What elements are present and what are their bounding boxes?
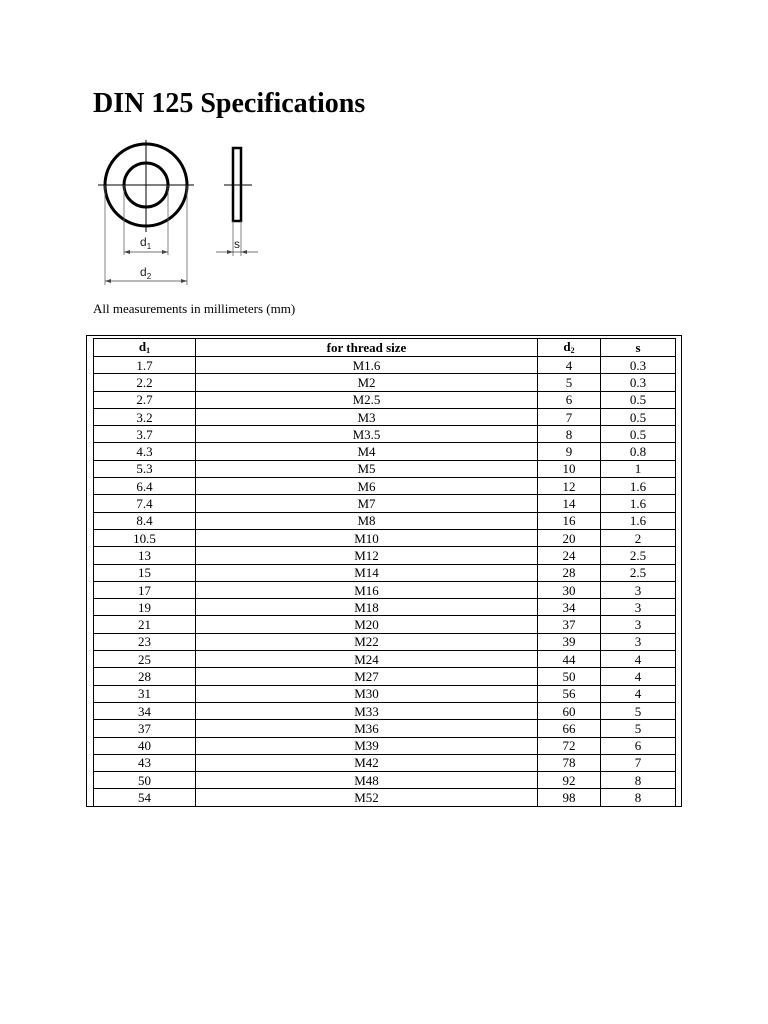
cell-thread-size: M39 bbox=[196, 737, 538, 754]
cell-thread-size: M33 bbox=[196, 702, 538, 719]
cell-thread-size: M2.5 bbox=[196, 391, 538, 408]
s-label: s bbox=[234, 237, 240, 251]
header-d2: $d_2$ bbox=[538, 339, 601, 357]
cell-thread-size: M42 bbox=[196, 754, 538, 771]
cell-s: 3 bbox=[601, 616, 676, 633]
cell-d2: 24 bbox=[538, 547, 601, 564]
cell-d1: 2.7 bbox=[94, 391, 196, 408]
cell-s: 3 bbox=[601, 599, 676, 616]
cell-s: 4 bbox=[601, 668, 676, 685]
cell-thread-size: M5 bbox=[196, 460, 538, 477]
cell-thread-size: M3.5 bbox=[196, 426, 538, 443]
table-body bbox=[94, 357, 676, 807]
cell-d2: 12 bbox=[538, 478, 601, 495]
header-thread-size: for thread size bbox=[196, 339, 538, 357]
cell-thread-size: M6 bbox=[196, 478, 538, 495]
d1-label: $d_1$ bbox=[140, 235, 152, 251]
table-row bbox=[94, 357, 676, 374]
cell-d1: 25 bbox=[94, 651, 196, 668]
cell-d2: 66 bbox=[538, 720, 601, 737]
cell-d1: 6.4 bbox=[94, 478, 196, 495]
cell-d2: 92 bbox=[538, 772, 601, 789]
cell-s: 1 bbox=[601, 460, 676, 477]
cell-d1: 19 bbox=[94, 599, 196, 616]
table-row bbox=[94, 426, 676, 443]
table-row bbox=[94, 443, 676, 460]
table-row bbox=[94, 702, 676, 719]
cell-s: 1.6 bbox=[601, 512, 676, 529]
cell-thread-size: M22 bbox=[196, 633, 538, 650]
cell-d1: 3.2 bbox=[94, 408, 196, 425]
table-row bbox=[94, 754, 676, 771]
table-header-row bbox=[94, 339, 676, 357]
cell-d2: 98 bbox=[538, 789, 601, 806]
cell-thread-size: M52 bbox=[196, 789, 538, 806]
cell-d1: 2.2 bbox=[94, 374, 196, 391]
washer-drawing bbox=[92, 140, 272, 290]
cell-d1: 8.4 bbox=[94, 512, 196, 529]
header-s: s bbox=[601, 339, 676, 357]
cell-d1: 15 bbox=[94, 564, 196, 581]
table-row bbox=[94, 460, 676, 477]
cell-s: 3 bbox=[601, 633, 676, 650]
cell-s: 0.3 bbox=[601, 357, 676, 374]
cell-s: 5 bbox=[601, 720, 676, 737]
cell-s: 0.3 bbox=[601, 374, 676, 391]
table-row bbox=[94, 495, 676, 512]
cell-d2: 8 bbox=[538, 426, 601, 443]
cell-d2: 20 bbox=[538, 529, 601, 546]
cell-s: 8 bbox=[601, 789, 676, 806]
cell-s: 0.5 bbox=[601, 426, 676, 443]
d2-label: $d_2$ bbox=[140, 265, 152, 281]
cell-s: 8 bbox=[601, 772, 676, 789]
cell-thread-size: M8 bbox=[196, 512, 538, 529]
cell-thread-size: M16 bbox=[196, 581, 538, 598]
cell-d2: 5 bbox=[538, 374, 601, 391]
table-row bbox=[94, 668, 676, 685]
cell-d2: 4 bbox=[538, 357, 601, 374]
table-row bbox=[94, 512, 676, 529]
cell-thread-size: M3 bbox=[196, 408, 538, 425]
cell-d2: 30 bbox=[538, 581, 601, 598]
cell-s: 0.8 bbox=[601, 443, 676, 460]
cell-d2: 28 bbox=[538, 564, 601, 581]
spec-table bbox=[93, 338, 676, 807]
table-row bbox=[94, 599, 676, 616]
table-row bbox=[94, 651, 676, 668]
cell-s: 0.5 bbox=[601, 408, 676, 425]
cell-thread-size: M18 bbox=[196, 599, 538, 616]
cell-thread-size: M24 bbox=[196, 651, 538, 668]
table-row bbox=[94, 478, 676, 495]
cell-d2: 37 bbox=[538, 616, 601, 633]
cell-s: 2 bbox=[601, 529, 676, 546]
cell-thread-size: M48 bbox=[196, 772, 538, 789]
cell-s: 1.6 bbox=[601, 478, 676, 495]
washer-front-view bbox=[98, 140, 194, 285]
cell-d1: 43 bbox=[94, 754, 196, 771]
cell-thread-size: M36 bbox=[196, 720, 538, 737]
cell-thread-size: M7 bbox=[196, 495, 538, 512]
cell-d2: 14 bbox=[538, 495, 601, 512]
cell-s: 4 bbox=[601, 685, 676, 702]
page-title: DIN 125 Specifications bbox=[93, 88, 366, 119]
cell-thread-size: M20 bbox=[196, 616, 538, 633]
cell-d1: 28 bbox=[94, 668, 196, 685]
table-row bbox=[94, 581, 676, 598]
cell-d1: 31 bbox=[94, 685, 196, 702]
cell-d1: 3.7 bbox=[94, 426, 196, 443]
cell-thread-size: M4 bbox=[196, 443, 538, 460]
cell-thread-size: M27 bbox=[196, 668, 538, 685]
table-row bbox=[94, 564, 676, 581]
cell-d2: 44 bbox=[538, 651, 601, 668]
units-note: All measurements in millimeters (mm) bbox=[93, 301, 296, 316]
cell-s: 6 bbox=[601, 737, 676, 754]
cell-d1: 7.4 bbox=[94, 495, 196, 512]
cell-s: 3 bbox=[601, 581, 676, 598]
cell-s: 2.5 bbox=[601, 547, 676, 564]
cell-thread-size: M30 bbox=[196, 685, 538, 702]
cell-d1: 13 bbox=[94, 547, 196, 564]
cell-thread-size: M1.6 bbox=[196, 357, 538, 374]
table-row bbox=[94, 408, 676, 425]
table-row bbox=[94, 374, 676, 391]
cell-thread-size: M12 bbox=[196, 547, 538, 564]
cell-s: 0.5 bbox=[601, 391, 676, 408]
cell-s: 4 bbox=[601, 651, 676, 668]
cell-d1: 21 bbox=[94, 616, 196, 633]
table-row bbox=[94, 789, 676, 806]
cell-d2: 39 bbox=[538, 633, 601, 650]
cell-thread-size: M2 bbox=[196, 374, 538, 391]
cell-d1: 10.5 bbox=[94, 529, 196, 546]
cell-d2: 78 bbox=[538, 754, 601, 771]
cell-d2: 16 bbox=[538, 512, 601, 529]
cell-d2: 50 bbox=[538, 668, 601, 685]
table-row bbox=[94, 529, 676, 546]
cell-s: 2.5 bbox=[601, 564, 676, 581]
cell-thread-size: M14 bbox=[196, 564, 538, 581]
table-row bbox=[94, 720, 676, 737]
cell-d2: 60 bbox=[538, 702, 601, 719]
cell-d2: 9 bbox=[538, 443, 601, 460]
cell-d1: 5.3 bbox=[94, 460, 196, 477]
cell-d1: 34 bbox=[94, 702, 196, 719]
cell-d2: 7 bbox=[538, 408, 601, 425]
cell-d2: 72 bbox=[538, 737, 601, 754]
table-row bbox=[94, 391, 676, 408]
cell-s: 7 bbox=[601, 754, 676, 771]
table-row bbox=[94, 547, 676, 564]
cell-d2: 34 bbox=[538, 599, 601, 616]
cell-d1: 50 bbox=[94, 772, 196, 789]
table-row bbox=[94, 633, 676, 650]
cell-s: 1.6 bbox=[601, 495, 676, 512]
cell-d1: 23 bbox=[94, 633, 196, 650]
cell-d1: 40 bbox=[94, 737, 196, 754]
cell-d2: 56 bbox=[538, 685, 601, 702]
table-row bbox=[94, 737, 676, 754]
cell-d1: 54 bbox=[94, 789, 196, 806]
cell-thread-size: M10 bbox=[196, 529, 538, 546]
table-row bbox=[94, 772, 676, 789]
cell-s: 5 bbox=[601, 702, 676, 719]
cell-d1: 37 bbox=[94, 720, 196, 737]
cell-d1: 4.3 bbox=[94, 443, 196, 460]
table-row bbox=[94, 685, 676, 702]
table-row bbox=[94, 616, 676, 633]
cell-d2: 10 bbox=[538, 460, 601, 477]
cell-d2: 6 bbox=[538, 391, 601, 408]
cell-d1: 1.7 bbox=[94, 357, 196, 374]
header-d1: $d_1$ bbox=[94, 339, 196, 357]
cell-d1: 17 bbox=[94, 581, 196, 598]
